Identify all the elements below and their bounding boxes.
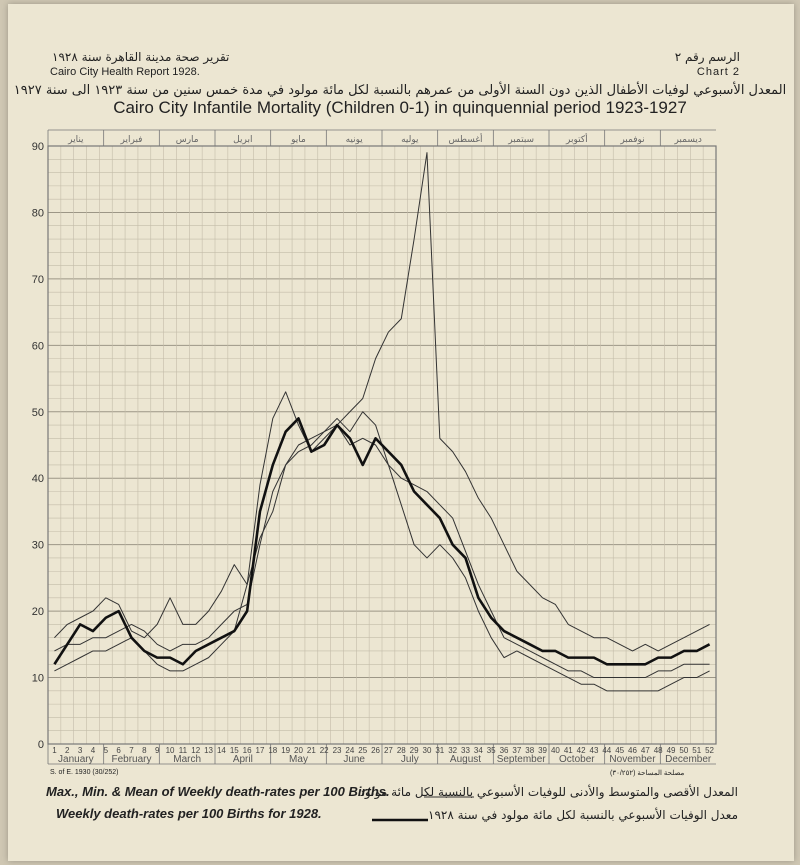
arabic-legend-1928-label: معدل الوفيات الأسبوعي بالنسبة لكل مائة مولود في سنة ١٩٢٨	[428, 808, 738, 822]
week-tick-label: 23	[332, 746, 342, 755]
week-tick-label: 3	[77, 746, 83, 755]
month-label-ar: مايو	[291, 135, 306, 145]
week-tick-label: 12	[191, 746, 201, 755]
month-label-ar: يناير	[68, 135, 84, 145]
legend-max-min-mean-label: Max., Min. & Mean of Weekly death-rates per 100 Births.	[46, 784, 390, 799]
month-label-ar: نوفمبر	[620, 135, 645, 145]
y-tick-label: 20	[31, 606, 44, 619]
month-label: August	[449, 754, 482, 765]
week-tick-label: 39	[538, 746, 548, 755]
week-tick-label: 9	[154, 746, 160, 755]
week-tick-label: 37	[512, 746, 522, 755]
y-tick-label: 70	[31, 273, 44, 286]
month-label-ar: ابريل	[233, 135, 253, 145]
week-tick-label: 24	[345, 746, 355, 755]
week-tick-label: 35	[486, 746, 496, 755]
y-tick-label: 50	[31, 406, 44, 419]
month-label: December	[665, 754, 712, 765]
month-label: March	[173, 754, 202, 765]
y-tick-label: 60	[31, 340, 44, 353]
week-tick-label: 46	[628, 746, 637, 755]
week-tick-label: 42	[576, 746, 586, 755]
week-tick-label: 44	[602, 746, 612, 755]
week-tick-label: 31	[435, 746, 445, 755]
week-tick-label: 2	[65, 746, 70, 755]
week-tick-label: 15	[229, 746, 239, 755]
week-tick-label: 6	[116, 746, 121, 755]
week-tick-label: 48	[653, 746, 663, 755]
y-tick-label: 30	[31, 539, 44, 552]
month-label: April	[232, 754, 253, 765]
week-tick-label: 4	[90, 746, 96, 755]
week-tick-label: 41	[563, 746, 573, 755]
chart-title: Cairo City Infantile Mortality (Children 0-1) in quinquennial period 1923-1927	[113, 98, 687, 117]
month-label-ar: فبراير	[120, 135, 143, 145]
week-tick-label: 52	[705, 746, 715, 755]
week-tick-label: 18	[268, 746, 278, 755]
week-tick-label: 8	[142, 746, 147, 755]
month-label-ar: أغسطس	[448, 135, 483, 145]
month-label: July	[400, 754, 419, 765]
y-tick-label: 40	[31, 473, 44, 486]
week-tick-label: 10	[165, 746, 175, 755]
week-tick-label: 17	[255, 746, 265, 755]
week-tick-label: 30	[422, 746, 432, 755]
arabic-report-label: تقرير صحة مدينة القاهرة سنة ١٩٢٨	[52, 50, 230, 64]
chart-number: Chart 2	[696, 66, 740, 78]
week-tick-label: 20	[294, 746, 303, 755]
month-label: January	[58, 754, 94, 765]
week-tick-label: 11	[178, 746, 188, 755]
week-tick-label: 40	[550, 746, 560, 755]
arabic-chart-title: المعدل الأسبوعي لوفيات الأطفال الذين دون السنة الأولى من عمرهم بالنسبة لكل مائة مولود في مدة خمس سنين من سنة ١٩٢٣ الى سنة ١٩٢٧	[13, 83, 787, 98]
month-label-ar: مارس	[175, 135, 199, 145]
month-label: June	[343, 754, 366, 765]
week-tick-label: 45	[615, 746, 625, 755]
week-tick-label: 47	[640, 746, 650, 755]
survey-note: S. of E. 1930 (30/252)	[50, 769, 119, 776]
month-label: October	[559, 754, 595, 765]
month-label: September	[496, 754, 546, 765]
month-label-ar: سبتمبر	[508, 135, 535, 145]
report-label: Cairo City Health Report 1928.	[50, 66, 200, 78]
month-label-ar: ديسمبر	[674, 135, 702, 145]
month-label: May	[289, 754, 308, 765]
week-tick-label: 34	[473, 746, 483, 755]
y-tick-label: 80	[31, 207, 44, 220]
week-tick-label: 5	[103, 746, 109, 755]
month-label-ar: أكتوبر	[566, 135, 588, 145]
arabic-legend-max-min-mean-label: المعدل الأقصى والمتوسط والأدنى للوفيات الأسبوعي بالنسبة لكل مائة مولود	[359, 785, 738, 799]
arabic-survey-note: مصلحة المساحة (٣٠/٢٥٢)	[610, 770, 685, 777]
week-tick-label: 49	[666, 746, 676, 755]
week-tick-label: 16	[242, 746, 252, 755]
y-tick-label: 10	[31, 672, 44, 685]
week-tick-label: 1	[52, 746, 57, 755]
week-tick-label: 28	[396, 746, 406, 755]
week-tick-label: 25	[358, 746, 368, 755]
y-tick-label: 90	[31, 141, 44, 153]
week-tick-label: 7	[129, 746, 134, 755]
week-tick-label: 43	[589, 746, 599, 755]
week-tick-label: 22	[319, 746, 329, 755]
y-tick-label: 0	[37, 739, 44, 751]
week-tick-label: 21	[306, 746, 316, 755]
legend-1928-label: Weekly death-rates per 100 Births for 1928.	[56, 806, 322, 821]
week-tick-label: 14	[216, 746, 226, 755]
week-tick-label: 36	[499, 746, 509, 755]
month-label-ar: يونيه	[345, 135, 363, 145]
week-tick-label: 38	[525, 746, 535, 755]
week-tick-label: 29	[409, 746, 419, 755]
month-label-ar: يوليه	[401, 135, 419, 145]
month-label: February	[111, 754, 152, 765]
week-tick-label: 13	[204, 746, 214, 755]
week-tick-label: 33	[461, 746, 470, 755]
arabic-chart-number: الرسم رقم ٢	[674, 50, 740, 64]
week-tick-label: 50	[679, 746, 689, 755]
week-tick-label: 32	[448, 746, 458, 755]
week-tick-label: 19	[281, 746, 291, 755]
week-tick-label: 26	[371, 746, 381, 755]
week-tick-label: 27	[383, 746, 393, 755]
month-label: November	[609, 754, 656, 765]
week-tick-label: 51	[692, 746, 702, 755]
